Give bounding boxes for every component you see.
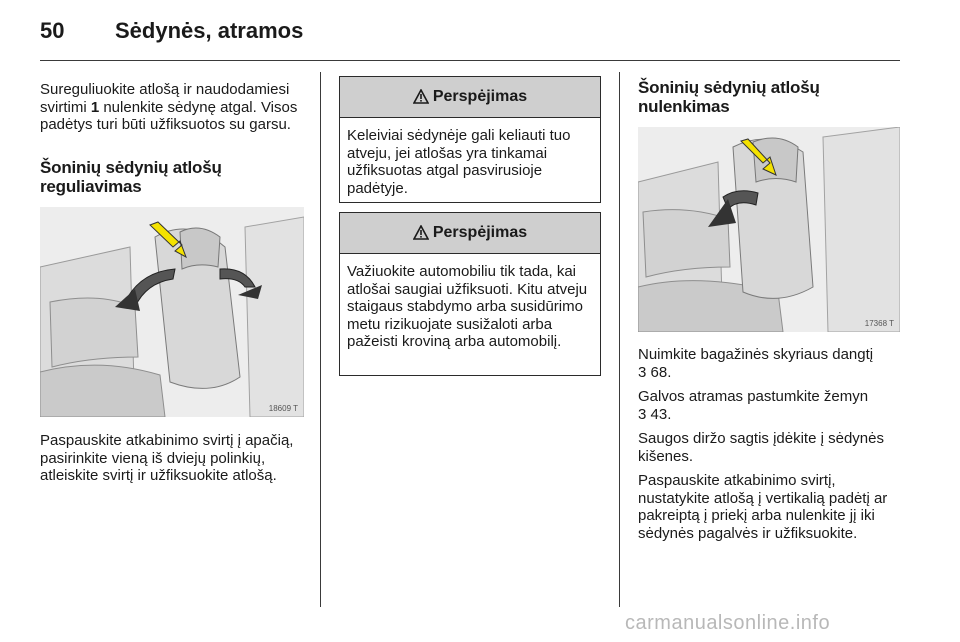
instruction-release-lever: Paspauskite atkabinimo svirtį, nustatykite atlošą į vertikalią padėtį ar pakreiptą į priekį arba nulenkite jį iki sėdynės pagalvės ir užfiksuokite.: [638, 472, 888, 542]
warning-box-1: [339, 76, 601, 203]
page-reference-68: 3 68.: [638, 363, 672, 381]
page-number: 50: [40, 18, 65, 43]
column-left: [40, 81, 310, 134]
figure-code: 18609 T: [268, 404, 298, 413]
column-divider-left: [320, 72, 321, 607]
page-reference-43: 3 43.: [638, 405, 672, 423]
section-heading-fold: Šoninių sėdynių atlošų nulenkimas: [638, 78, 820, 116]
warning-text-1: Keleiviai sėdynėje gali keliauti tuo atveju, jei atlošas yra tinkamai užfiksuotas atgal pasvirusioje padėtyje.: [347, 127, 571, 197]
seat-adjust-drawing: [40, 207, 304, 417]
instruction-headrests: Galvos atramas pastumkite žemyn: [638, 388, 869, 405]
warning-header-1: [340, 77, 600, 118]
page-title: Sėdynės, atramos: [115, 18, 304, 43]
seat-fold-illustration: [638, 127, 900, 332]
fold-instructions: [638, 346, 903, 542]
warning-box-2: [339, 212, 601, 376]
adjust-instructions: Paspauskite atkabinimo svirtį į apačią, pasirinkite vieną iš dviejų polinkių, atleiskite svirtį ir užfiksuokite atlošą.: [40, 432, 294, 484]
header-rule: [40, 60, 900, 61]
seat-adjust-illustration: [40, 207, 304, 417]
intro-text-b: nulenkite sėdynę atgal. Visos padėtys turi būti užfiksuotos su garsu.: [40, 98, 298, 133]
warning-title-1: Perspėjimas: [432, 88, 528, 105]
seat-fold-drawing: [638, 127, 900, 332]
warning-triangle-icon: [413, 225, 429, 240]
warning-triangle-icon: [413, 89, 429, 104]
section-heading-adjust: Šoninių sėdynių atlošų reguliavimas: [40, 158, 222, 196]
intro-text-a: Sureguliuokite atlošą ir naudodamiesi svirtimi: [40, 81, 290, 116]
warning-header-2: [340, 213, 600, 254]
instruction-belt-buckles: Saugos diržo sagtis įdėkite į sėdynės kišenes.: [638, 430, 884, 465]
figure-code: 17368 T: [864, 319, 894, 328]
watermark: carmanualsonline.info: [625, 612, 831, 634]
instruction-remove-cover: Nuimkite bagažinės skyriaus dangtį: [638, 346, 874, 363]
lever-number: 1: [90, 98, 100, 116]
column-divider-right: [619, 72, 620, 607]
intro-paragraph: [40, 81, 310, 134]
warning-title-2: Perspėjimas: [432, 224, 528, 241]
warning-text-2: Važiuokite automobiliu tik tada, kai atlošai saugiai užfiksuoti. Kitu atveju staigaus stabdymo arba susidūrimo metu rizikuojate susižaloti arba pažeisti kroviną arba automobilį.: [347, 263, 588, 350]
